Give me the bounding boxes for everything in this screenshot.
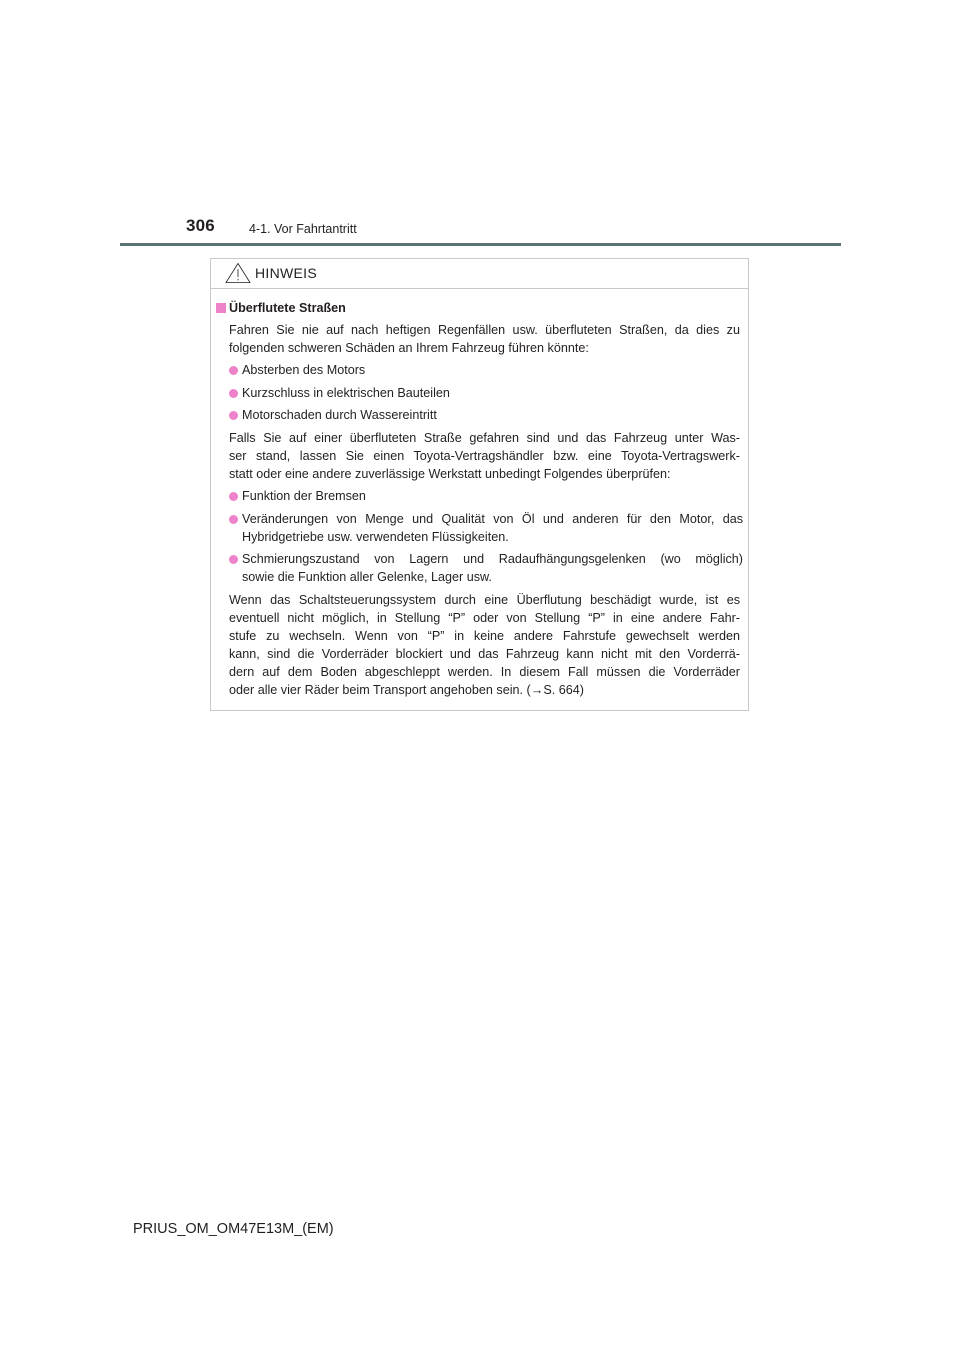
header-rule xyxy=(120,243,841,246)
page-number: 306 xyxy=(186,216,215,235)
bullet-dot-icon xyxy=(229,555,238,564)
intro-line: Fahren Sie nie auf nach heftigen Regenfällen usw. überfluteten Straßen, da dies zu xyxy=(229,323,740,337)
list-item: Schmierungszustand von Lagern und Radaufhängungsgelenken (wo möglich) xyxy=(242,552,743,566)
notice-header xyxy=(211,259,748,289)
bullet-dot-icon xyxy=(229,411,238,420)
section-title: 4-1. Vor Fahrtantritt xyxy=(249,222,357,236)
intro-line: folgenden schweren Schäden an Ihrem Fahrzeug führen könnte: xyxy=(229,341,589,355)
bullet-dot-icon xyxy=(229,492,238,501)
bullet-dot-icon xyxy=(229,366,238,375)
list-item: Funktion der Bremsen xyxy=(242,489,366,503)
list-item-continuation: Hybridgetriebe usw. verwendeten Flüssigkeiten. xyxy=(242,530,509,544)
list-item: Kurzschluss in elektrischen Bauteilen xyxy=(242,386,450,400)
paragraph-line: oder alle vier Räder beim Transport angehoben sein. (→S. 664) xyxy=(229,683,584,697)
warning-triangle-icon xyxy=(225,262,251,284)
bullet-dot-icon xyxy=(229,515,238,524)
list-item: Motorschaden durch Wassereintritt xyxy=(242,408,437,422)
list-item: Absterben des Motors xyxy=(242,363,366,377)
footer-doc-code: PRIUS_OM_OM47E13M_(EM) xyxy=(133,1221,334,1237)
notice-label: HINWEIS xyxy=(255,265,317,281)
paragraph-line: Wenn das Schaltsteuerungssystem durch eine Überflutung beschädigt wurde, ist es xyxy=(229,593,740,607)
list-item: Veränderungen von Menge und Qualität von Öl und anderen für den Motor, das xyxy=(242,512,743,526)
paragraph-line: dern auf dem Boden abgeschleppt werden. In diesem Fall müssen die Vorderräder xyxy=(229,665,740,679)
square-bullet-icon xyxy=(216,303,226,313)
list-item-continuation: sowie die Funktion aller Gelenke, Lager usw. xyxy=(242,570,492,584)
paragraph-line: eventuell nicht möglich, in Stellung “P” oder von Stellung “P” in eine andere Fahr- xyxy=(229,611,740,625)
paragraph-line: Falls Sie auf einer überfluteten Straße gefahren sind und das Fahrzeug unter Was- xyxy=(229,431,740,445)
paragraph-line: statt oder eine andere zuverlässige Werkstatt unbedingt Folgendes überprüfen: xyxy=(229,467,671,481)
notice-heading: Überflutete Straßen xyxy=(229,301,346,315)
paragraph-line: kann, sind die Vorderräder blockiert und das Fahrzeug kann nicht mit den Vorderrä- xyxy=(229,647,740,661)
paragraph-line: ser stand, lassen Sie einen Toyota-Vertragshändler bzw. eine Toyota-Vertragswerk- xyxy=(229,449,740,463)
bullet-dot-icon xyxy=(229,389,238,398)
paragraph-line: stufe zu wechseln. Wenn von “P” in keine andere Fahrstufe gewechselt werden xyxy=(229,629,740,643)
notice-box xyxy=(210,258,749,711)
